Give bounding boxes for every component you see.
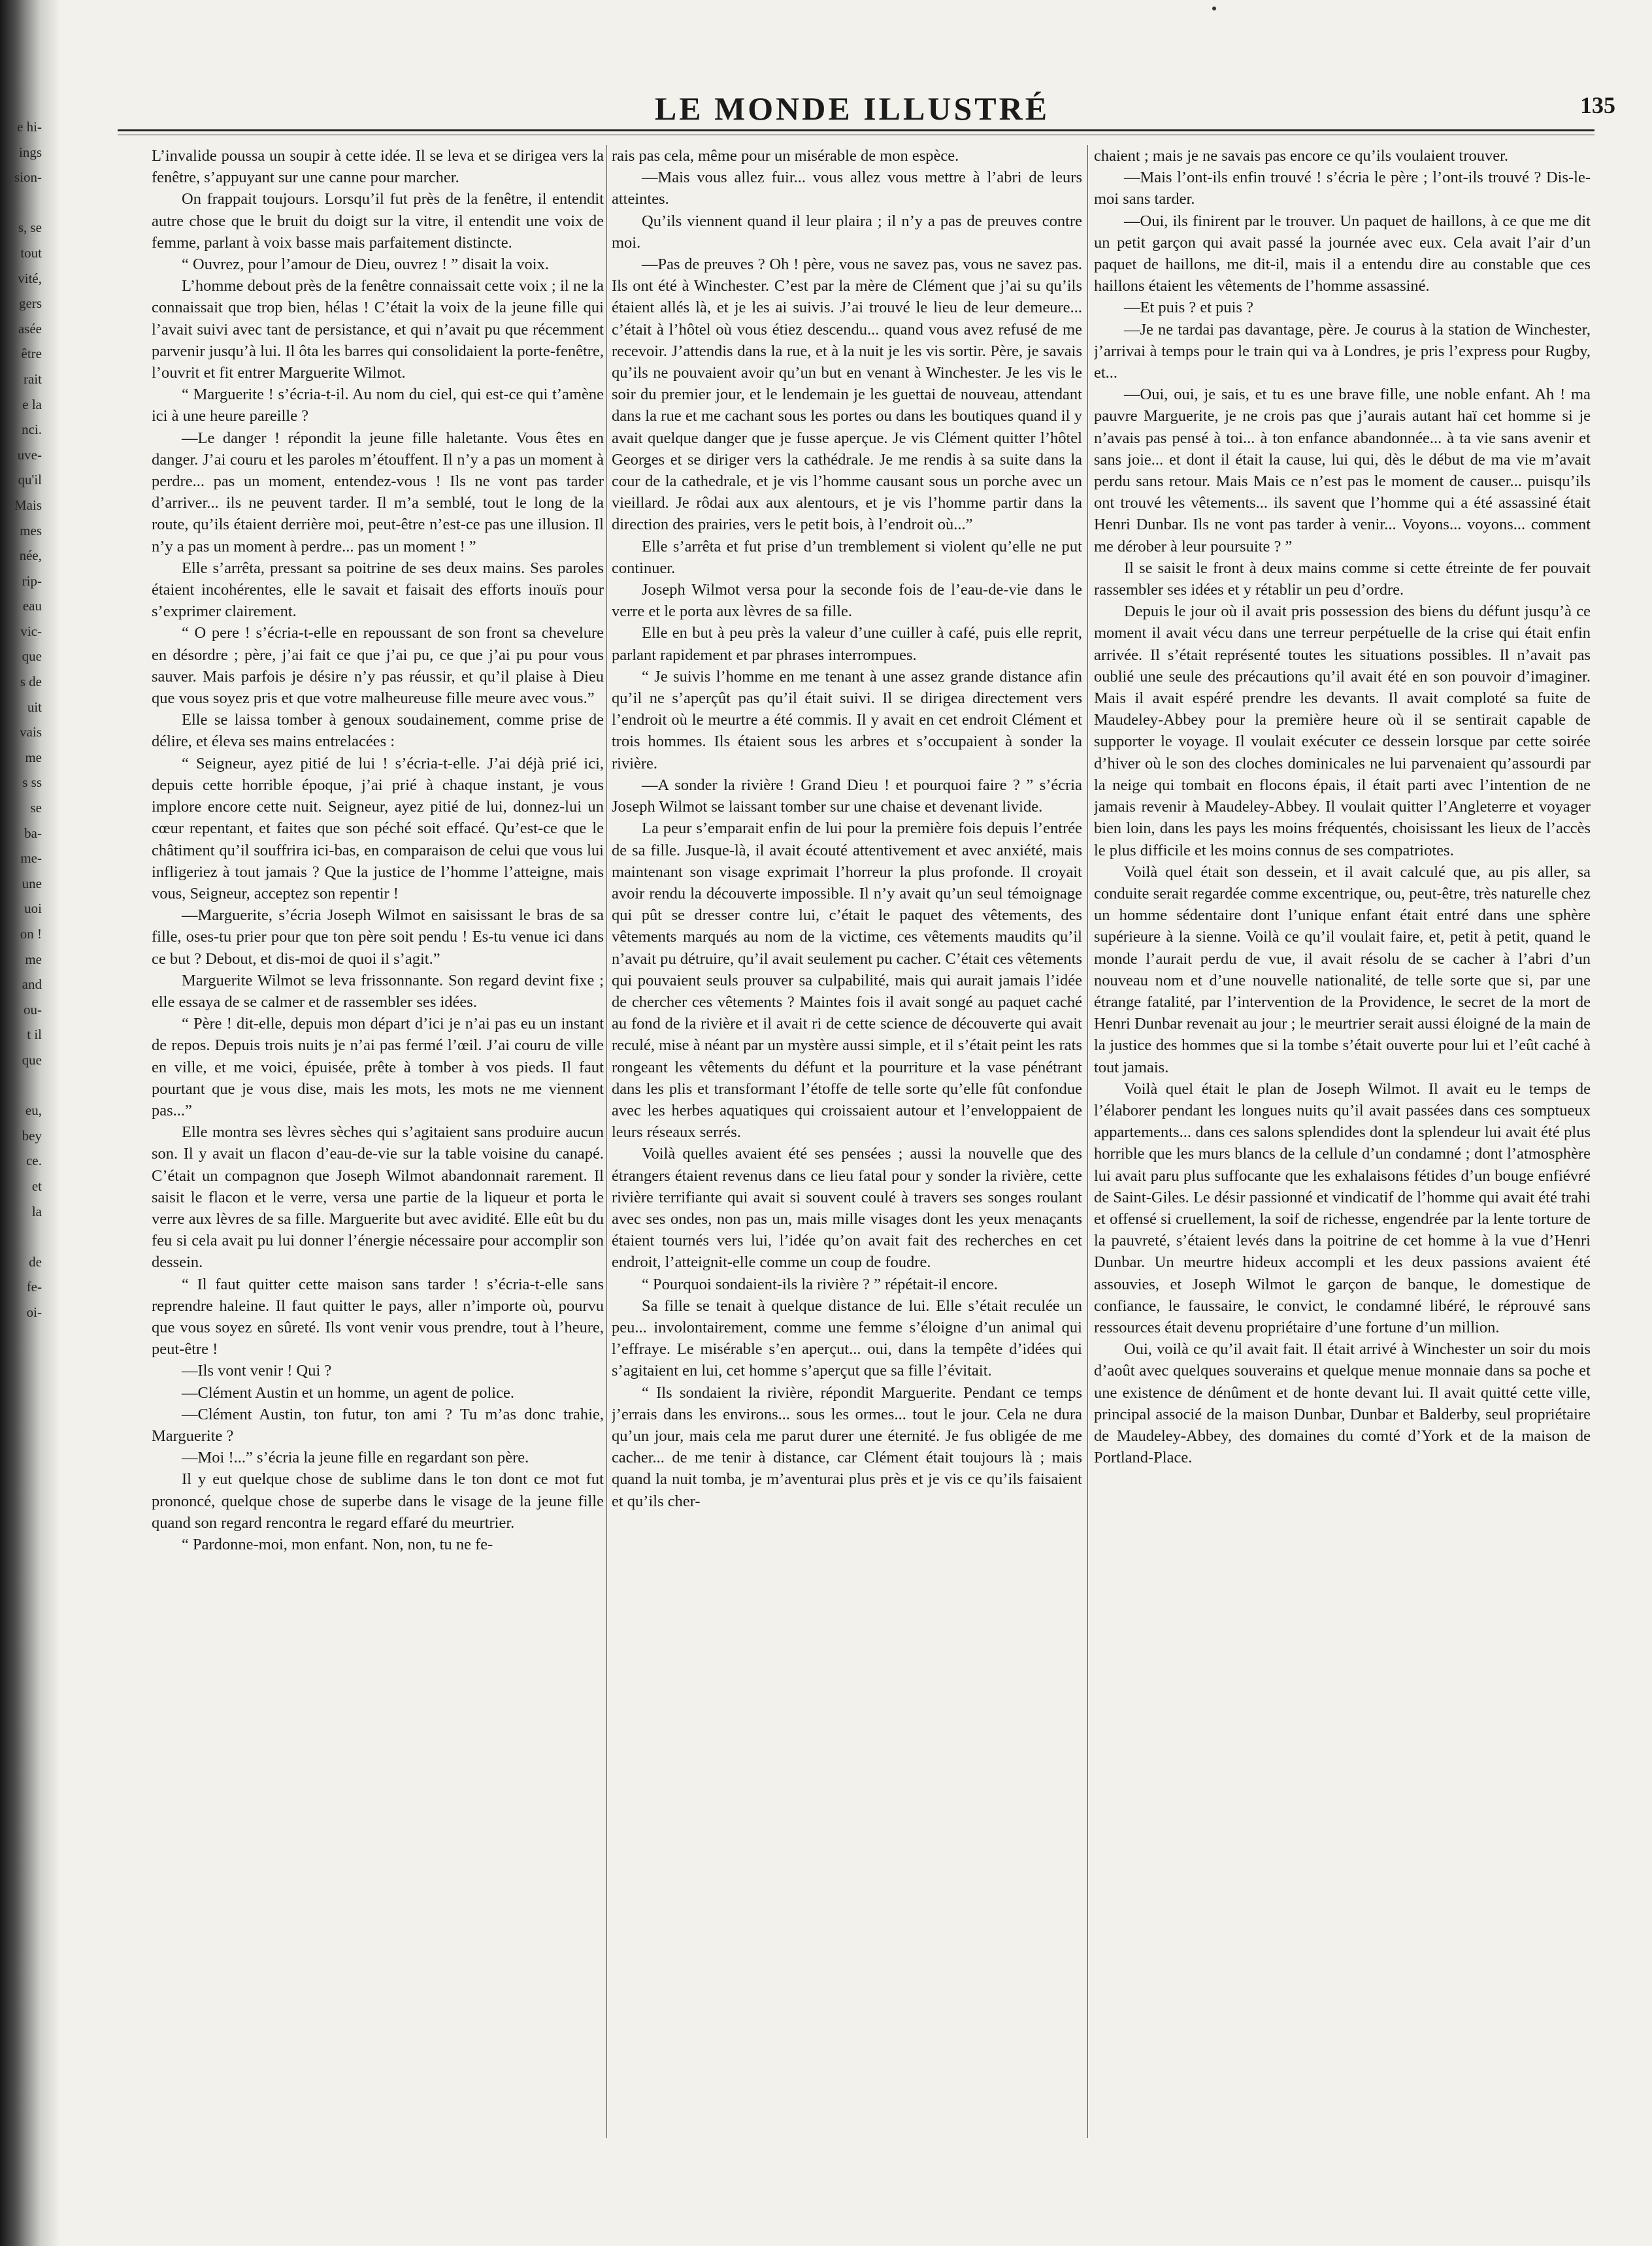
gutter-fragment: se [30, 800, 42, 816]
paragraph: —Mais vous allez fuir... vous allez vous mettre à l’abri de leurs atteintes. [612, 169, 1082, 208]
column-divider [606, 145, 607, 2138]
paragraph: —A sonder la rivière ! Grand Dieu ! et pourquoi faire ? ” s’écria Joseph Wilmot se laissant tomber sur une chaise et devenant livide. [612, 776, 1082, 816]
gutter-fragment: uit [27, 699, 42, 715]
paragraph: On frappait toujours. Lorsqu’il fut près de la fenêtre, il entendit autre chose que le bruit du doigt sur la vitre, il entendit une voix de femme, parlant à voix basse mais parfaitement distincte. [152, 190, 604, 252]
gutter-fragment: s, se [18, 220, 42, 236]
page-number: 135 [1580, 92, 1615, 118]
paragraph: “ Marguerite ! s’écria-t-il. Au nom du ciel, qui est-ce qui t’amène ici à une heure pareille ? [152, 386, 604, 425]
gutter-fragment: me [25, 951, 42, 967]
gutter-fragment: oi- [26, 1304, 42, 1320]
text-column-3 [1094, 145, 1591, 2151]
gutter-fragment: vic- [20, 623, 42, 639]
gutter-fragment: ou- [24, 1001, 42, 1017]
paragraph: “ Il faut quitter cette maison sans tarder ! s’écria-t-elle sans reprendre haleine. Il faut quitter le pays, aller n’importe où, pourvu que vous soyez en sûreté. Ils vont venir vous prendre, tout à l’heure, peut-être ! [152, 1275, 604, 1359]
gutter-fragment: la [31, 1203, 42, 1219]
gutter-fragment: and [22, 976, 42, 993]
gutter-fragment: uoi [24, 900, 42, 917]
paragraph: Voilà quelles avaient été ses pensées ; aussi la nouvelle que des étrangers étaient revenus dans ce lieu fatal pour y sonder la rivière, cette rivière terrifiante qui avait si souvent coulé à travers ses songes roulant avec ses ondes, non pas un, mais mille visages dont les yeux menaçants étaient tournés vers lui, l’idée qu’on avait fait des recherches en cet endroit, l’atteignit-elle comme un coup de foudre. [612, 1145, 1082, 1272]
paragraph: Voilà quel était son dessein, et il avait calculé que, au pis aller, sa conduite serait regardée comme excentrique, ou, peut-être, très naturelle chez un homme sédentaire dont l’unique enfant était entré dans une sphère supérieure à la sienne. Voilà ce qu’il voulait faire, et, petit à petit, quand le monde l’aurait perdu de vue, il avait résolu de se cacher à l’abri d’un nouveau nom et d’une nouvelle nationalité, de telle sorte que si, par une étrange fatalité, par l’intervention de la Providence, le secret de la mort de Henri Dunbar revenait au jour ; le meurtrier serait aussi éloigné de la main de la justice des hommes que si la tombe s’était ouverte pour lui et l’eût caché à tout jamais. [1094, 863, 1591, 1076]
gutter-fragment: que [22, 1051, 42, 1068]
paragraph: —Je ne tardai pas davantage, père. Je courus à la station de Winchester, j’arrivai à temps pour le train qui va à Londres, je pris l’express pour Rugby, et... [1094, 320, 1591, 382]
gutter-fragment [5, 190, 42, 216]
gutter-fragment: uve- [17, 446, 42, 463]
text-column-1 [152, 145, 604, 2151]
gutter-fragment: vité, [18, 270, 42, 286]
gutter-fragment: asée [18, 320, 42, 337]
paragraph: “ Pourquoi sondaient-ils la rivière ? ” répétait-il encore. [642, 1275, 998, 1293]
paragraph: La peur s’emparait enfin de lui pour la première fois depuis l’entrée de sa fille. Jusque-là, il avait écouté attentivement et avec anxiété, mais maintenant son visage exprimait l’horreur la plus profonde. Il croyait avoir rendu la découverte impossible. Il n’y avait qu’un seul témoignage qui pût se dresser contre lui, c’était le paquet des vêtements, des vêtements marqués au nom de la victime, ces vêtements maudits qu’il n’avait pu détruire, qu’il avait seulement pu cacher. C’était ces vêtements qui pouvaient seuls prouver sa culpabilité, mais qui aurait jamais l’idée de chercher ces vêtements ? Maintes fois il avait songé au paquet caché au fond de la rivière et il avait ri de cette science de découverte qui avait reculé, mise à néant par un mystère aussi simple, et il s’était peint les rats rongeant les vêtements du défunt et la pourriture et la vase pénétrant dans les plis et transformant l’étoffe de telle sorte qu’elle fût confondue avec les herbes aquatiques qui croissaient autour et l’enveloppaient de leurs réseaux serrés. [612, 819, 1082, 1142]
paragraph: —Oui, ils finirent par le trouver. Un paquet de haillons, à ce que me dit un petit garçon qui avait passé la journée avec eux. Cela avait l’air d’un paquet de haillons, me dit-il, mais il a entendu dire au constable que ces haillons étaient les vêtements de l’homme assassiné. [1094, 212, 1591, 295]
paragraph: chaient ; mais je ne savais pas encore ce qu’ils voulaient trouver. [1094, 147, 1509, 165]
gutter-fragment: ba- [24, 825, 42, 841]
paragraph: Elle s’arrêta et fut prise d’un tremblement si violent qu’elle ne put continuer. [612, 537, 1082, 577]
paragraph: “ Ouvrez, pour l’amour de Dieu, ouvrez ! ” disait la voix. [182, 256, 549, 274]
gutter-fragment: gers [19, 295, 42, 312]
paragraph: Marguerite Wilmot se leva frissonnante. Son regard devint fixe ; elle essaya de se calmer et de rassembler ses idées. [152, 971, 604, 1011]
newspaper-title: LE MONDE ILLUSTRÉ [654, 90, 1050, 127]
gutter-fragment: rip- [22, 572, 42, 589]
paragraph: “ Pardonne-moi, mon enfant. Non, non, tu ne fe- [182, 1536, 493, 1553]
gutter-fragment: s de [20, 674, 42, 690]
paragraph: —Pas de preuves ? Oh ! père, vous ne savez pas, vous ne savez pas. Ils ont été à Winchester. C’est par la mère de Clément que j’ai su qu’ils étaient allés là, et je les ai suivis. J’ai trouvé le lieu de leur demeure... c’était à l’hôtel où vous étiez descendu... quand vous avez refusé de me recevoir. J’attendis dans la rue, et à la nuit je les vis sortir. Père, je savais qu’ils ne pouvaient avoir qu’un but en venant à Winchester. Je les vis le soir du premier jour, et le lendemain je les guettai de nouveau, attendant dans la rue et me cachant sous les portes ou dans les boutiques quand il y avait quelque danger que je fusse aperçue. Je vis Clément quitter l’hôtel Georges et se diriger vers la cathédrale. Je me rendis à sa suite dans la cour de la cathedrale, et je vis l’homme causant sous un porche avec un vieillard. Je rôdai aux aux alentours, et je vis l’homme partir dans la direction des prairies, vers le petit bois, à l’endroit où...” [612, 256, 1082, 534]
paragraph: Il se saisit le front à deux mains comme si cette étreinte de fer pouvait rassembler ses idées et y rétablir un peu d’ordre. [1094, 559, 1591, 599]
gutter-fragment: née, [19, 548, 42, 564]
gutter-fragment: me- [20, 850, 42, 867]
paragraph: Qu’ils viennent quand il leur plaira ; il n’y a pas de preuves contre moi. [612, 212, 1082, 252]
adjacent-page-fragments [5, 114, 42, 1325]
text-column-2 [612, 145, 1082, 2151]
paragraph: “ Je suivis l’homme en me tenant à une assez grande distance afin qu’il ne s’aperçût pas qu’il était suivi. Il se dirigea directement vers l’endroit où le meurtre a été commis. Il y avait en cet endroit Clément et trois hommes. Ils étaient sous les arbres et s’occupaient à sonder la rivière. [612, 667, 1082, 772]
gutter-fragment: bey [22, 1127, 42, 1144]
paragraph: —Mais l’ont-ils enfin trouvé ! s’écria le père ; l’ont-ils trouvé ? Dis-le-moi sans tarder. [1094, 169, 1591, 208]
gutter-fragment: de [29, 1253, 42, 1270]
paragraph: —Et puis ? et puis ? [1124, 299, 1254, 317]
paragraph: —Moi !...” s’écria la jeune fille en regardant son père. [182, 1449, 529, 1467]
gutter-fragment: fe- [26, 1279, 42, 1295]
paragraph: Joseph Wilmot versa pour la seconde fois de l’eau-de-vie dans le verre et le porta aux lèvres de sa fille. [612, 581, 1082, 621]
gutter-fragment [5, 1073, 42, 1098]
paragraph: “ Seigneur, ayez pitié de lui ! s’écria-t-elle. J’ai déjà prié ici, depuis cette horrible époque, j’ai prié à chaque instant, je vous implore encore cette nuit. Seigneur, ayez pitié de lui, donnez-lui un cœur repentant, et faites que son péché soit effacé. Qu’est-ce que le châtiment qu’il souffrira ici-bas, en comparaison de celui que vous lui infligeriez à tout jamais ? Que la justice de l’homme l’atteigne, mais vous, Seigneur, acceptez son repentir ! [152, 754, 604, 902]
gutter-fragment: qu'il [18, 472, 42, 488]
gutter-fragment: e hi- [17, 119, 42, 135]
paragraph: “ Ils sondaient la rivière, répondit Marguerite. Pendant ce temps j’errais dans les environs... sous les ormes... tout le jour. Cela ne dura qu’un jour, mais cela me parut durer une éternité. Je fus obligée de me cacher... de me tenir à distance, car Clément était toujours là ; mais quand la nuit tomba, je m’aventurai plus près et je vis ce qu’ils faisaient et qu’ils cher- [612, 1383, 1082, 1510]
paragraph: rais pas cela, même pour un misérable de mon espèce. [612, 147, 959, 165]
gutter-fragment: me [25, 749, 42, 765]
paragraph: —Ils vont venir ! Qui ? [182, 1362, 332, 1380]
paragraph: Elle s’arrêta, pressant sa poitrine de ses deux mains. Ses paroles étaient incohérentes, elle le savait et faisait des efforts inouïs pour s’exprimer clairement. [152, 559, 604, 621]
paragraph: Il y eut quelque chose de sublime dans le ton dont ce mot fut prononcé, quelque chose de superbe dans le visage de la jeune fille quand son regard rencontra le regard effaré du meurtrier. [152, 1470, 604, 1532]
paragraph: Oui, voilà ce qu’il avait fait. Il était arrivé à Winchester un soir du mois d’août avec quelques souverains et quelque menue monnaie dans sa poche et une existence de dénûment et de honte devant lui. Il avait quitté cette ville, principal associé de la maison Dunbar, Dunbar et Balderby, seul propriétaire de Maudeley-Abbey, des domaines du comté d’York et de la maison de Portland-Place. [1094, 1340, 1591, 1467]
paragraph: Voilà quel était le plan de Joseph Wilmot. Il avait eu le temps de l’élaborer pendant les longues nuits qu’il avait passées dans ces somptueux appartements... dans ces salons splendides dont la splendeur lui avait été plus horrible que les murs blancs de la cellule d’un condamné ; dont l’atmosphère lui avait paru plus suffocante que les exhalaisons fétides d’un bouge enfiévré de Saint-Giles. Le désir passionné et vindicatif de l’homme qui avait été trahi et offensé si cruellement, la soif de richesse, engendrée par la lente torture de la pauvreté, s’étaient levés dans la poitrine de cet homme à la vue d’Henri Dunbar. Un meurtre hideux accompli et les deux passions avaient été assouvies, et Joseph Wilmot le garçon de banque, le domestique de confiance, le faussaire, le convict, le condamné libéré, le réprouvé sans ressources était devenu propriétaire d’une fortune d’un million. [1094, 1080, 1591, 1336]
gutter-fragment: Mais [14, 497, 42, 513]
header-rule-thick [118, 129, 1594, 131]
running-header [84, 89, 1621, 128]
gutter-fragment: e la [22, 396, 42, 412]
gutter-fragment: tout [20, 244, 42, 261]
binding-gutter [0, 0, 60, 2246]
paragraph: “ Père ! dit-elle, depuis mon départ d’ici je n’ai pas eu un instant de repos. Depuis trois nuits je n’ai pas fermé l’œil. J’ai couru de ville en ville, et me voici, épuisée, prête à tomber à vos pieds. Il faut pourtant que je vous dise, mais les mots, les mots ne me viennent pas...” [152, 1015, 604, 1119]
paragraph: —Clément Austin et un homme, un agent de police. [182, 1383, 514, 1402]
paragraph: Sa fille se tenait à quelque distance de lui. Elle s’était reculée un peu... involontairement, comme une femme s’éloigne d’un animal qui l’effraye. Le misérable s’en aperçut... oui, dans la tempête d’idées qui s’agitaient en lui, cet homme s’aperçut que sa fille l’évitait. [612, 1296, 1082, 1380]
paragraph: L’invalide poussa un soupir à cette idée. Il se leva et se dirigea vers la fenêtre, s’appuyant sur une canne pour marcher. [152, 147, 604, 187]
gutter-fragment: t il [27, 1027, 42, 1043]
gutter-fragment: on ! [20, 926, 42, 942]
gutter-fragment: rait [24, 371, 42, 387]
gutter-fragment: une [22, 875, 42, 891]
gutter-fragment: mes [20, 522, 42, 538]
gutter-fragment: ce. [26, 1153, 42, 1169]
gutter-fragment: et [31, 1178, 42, 1194]
gutter-fragment: nci. [22, 421, 42, 438]
paragraph: L’homme debout près de la fenêtre connaissait cette voix ; il ne la connaissait que trop bien, hélas ! C’était la voix de la jeune fille qui l’avait suivi avec tant de persistance, et qui n’avait pu que récemment parvenir jusqu’à lui. Il ôta les barres qui consolidaient la porte-fenêtre, l’ouvrit et fit entrer Marguerite Wilmot. [152, 277, 604, 382]
gutter-fragment: eu, [25, 1102, 42, 1119]
paragraph: Depuis le jour où il avait pris possession des biens du défunt jusqu’à ce moment il avait vécu dans une terreur perpétuelle de la crise qui était enfin arrivée. Il s’était représenté toutes les situations possibles. Il n’avait pas oublié une seule des précautions qu’il avait été en son pouvoir d’imaginer. Mais il avait espéré prendre les devants. Il avait comploté sa fuite de Maudeley-Abbey pour la première heure où il se sentirait capable de supporter le voyage. Il voulait exécuter ce dessein lorsque par cette soirée d’hiver où le son des cloches dominicales ne lui parvenaient qu’assourdi par la neige qui tombait en flocons épais, il était parti avec l’intention de ne jamais revenir à Maudeley-Abbey. Il voulait quitter l’Angleterre et voyager bien loin, dans les pays les moins fréquentés, choisissant les lieux de l’accès le plus difficile et les moins connus de ses compatriotes. [1094, 603, 1591, 859]
paragraph: Elle se laissa tomber à genoux soudainement, comme prise de délire, et éleva ses mains entrelacées : [152, 711, 604, 751]
gutter-fragment [5, 1224, 42, 1249]
print-speck [1212, 7, 1216, 10]
column-divider [1087, 145, 1088, 2138]
paragraph: “ O pere ! s’écria-t-elle en repoussant de son front sa chevelure en désordre ; père, j’ai fait ce que j’ai pu, ce que j’ai pu pour vous sauver. Mais parfois je désire n’y pas réussir, et qu’il plaise à Dieu que vous soyez pris et que votre malheureuse fille meure avec vous.” [152, 624, 604, 708]
gutter-fragment: eau [22, 598, 42, 614]
paragraph: —Le danger ! répondit la jeune fille haletante. Vous êtes en danger. J’ai couru et les paroles m’étouffent. Il n’y a pas un moment à perdre... pas un moment, entendez-vous ! Ils ne vont pas tarder d’arriver... ils ne peuvent tarder. Il m’a semblé, tout le long de la route, qu’ils étaient derrière moi, peut-être n’est-ce pas une illusion. Il n’y a pas un moment à perdre... pas un moment ! ” [152, 429, 604, 555]
paragraph: —Marguerite, s’écria Joseph Wilmot en saisissant le bras de sa fille, oses-tu prier pour que ton père soit pendu ! Es-tu venue ici dans ce but ? Debout, et dis-moi de quoi il s’agit.” [152, 906, 604, 968]
gutter-fragment: être [21, 346, 42, 362]
gutter-fragment: ings [18, 144, 42, 160]
gutter-fragment: que [22, 648, 42, 665]
gutter-fragment: sion- [14, 169, 42, 186]
gutter-fragment: vais [20, 724, 42, 740]
paragraph: —Clément Austin, ton futur, ton ami ? Tu m’as donc trahie, Marguerite ? [152, 1405, 604, 1445]
gutter-fragment: s ss [22, 774, 42, 791]
paragraph: Elle en but à peu près la valeur d’une cuiller à café, puis elle reprit, parlant rapidement et par phrases interrompues. [612, 624, 1082, 664]
paragraph: Elle montra ses lèvres sèches qui s’agitaient sans produire aucun son. Il y avait un flacon d’eau-de-vie sur la table voisine du canapé. C’était un compagnon que Joseph Wilmot abandonnait rarement. Il saisit le flacon et le verre, versa une partie de la liqueur et porta le verre aux lèvres de sa fille. Marguerite but avec avidité. Elle eût bu du feu si cela avait pu lui donner l’énergie nécessaire pour accomplir son dessein. [152, 1123, 604, 1272]
paragraph: —Oui, oui, je sais, et tu es une brave fille, une noble enfant. Ah ! ma pauvre Marguerite, je ne crois pas que j’aurais autant haï cet homme si je n’avais pas pensé à toi... à ton enfance abandonnée... à ta vie sans avenir et sans joie... et dont il était la cause, lui qui, dès le début de ma vie m’avait perdu sans retour. Mais Mais ce n’est pas le moment de causer... puisqu’ils ont trouvé les vêtements... ils savent que l’homme qui a été assassiné était Henri Dunbar. Ils ne vont pas tarder à venir... Voyons... voyons... comment me dérober à leur poursuite ? ” [1094, 386, 1591, 555]
